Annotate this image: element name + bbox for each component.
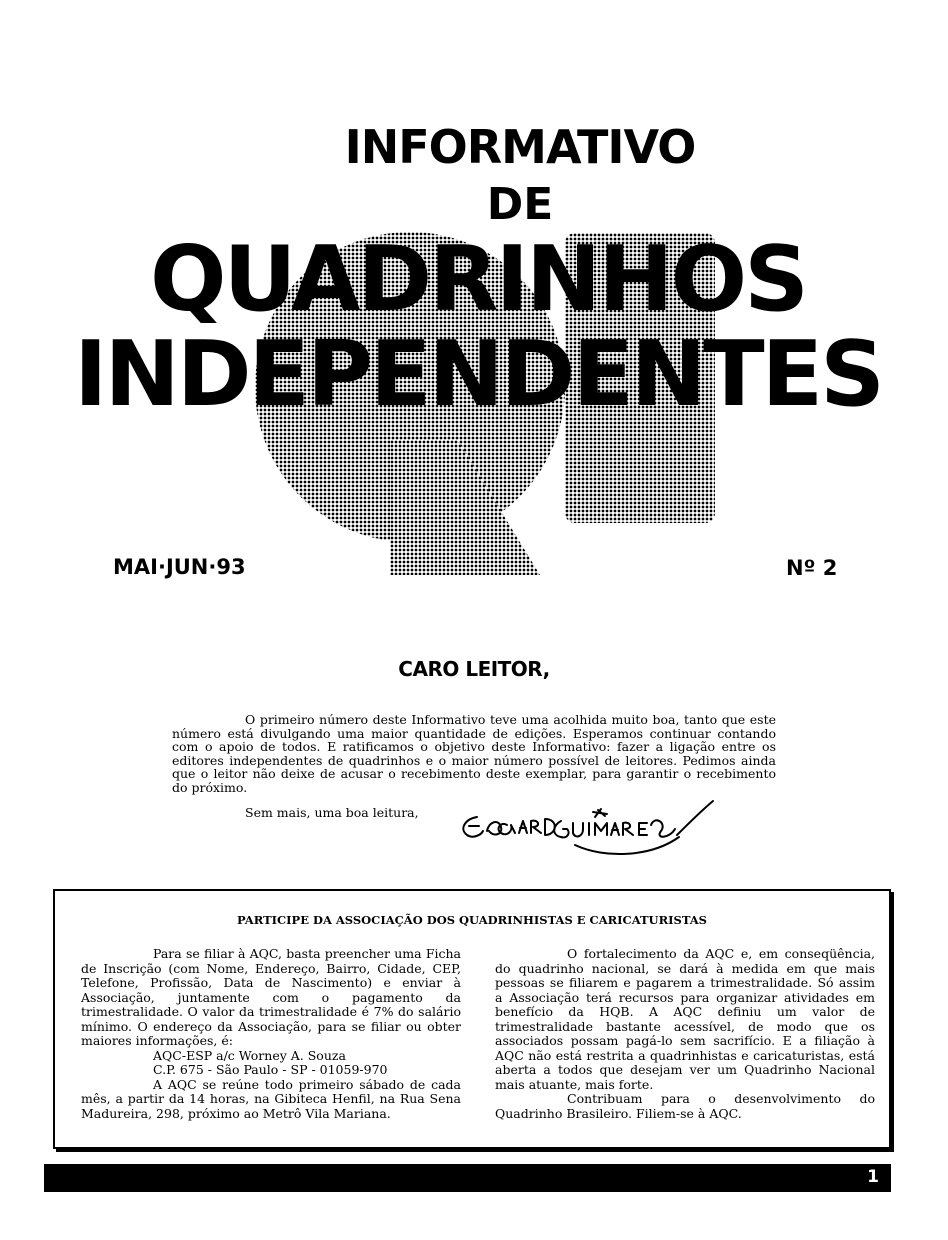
- footer-bar: [44, 1164, 891, 1192]
- association-title: PARTICIPE DA ASSOCIAÇÃO DOS QUADRINHISTAS E CARICATURISTAS: [237, 913, 707, 927]
- masthead-line-independentes: INDEPENDENTES: [74, 322, 882, 427]
- letter-body: [172, 713, 776, 795]
- letter-title: CARO LEITOR,: [398, 657, 550, 681]
- association-right-column: [495, 947, 875, 1121]
- address-line-1: AQC-ESP a/c Worney A. Souza: [153, 1047, 346, 1063]
- letter-paragraph: O primeiro número deste Informativo teve uma acolhida muito boa, tanto que este número está divulgando uma maior quantidade de edições. Esperamos continuar contando com o apoio de todos. E ratificamos o objetivo deste Informativo: fazer a ligação entre os editores independentes de quadrinhos e o maior número possível de leitores. Pedimos ainda que o leitor não deixe de acusar o recebimento deste exemplar, para garantir o recebimento do próximo.: [172, 712, 776, 795]
- masthead-line-informativo: INFORMATIVO: [344, 120, 696, 174]
- meeting-info: A AQC se reúne todo primeiro sábado de cada mês, a partir da 14 horas, na Gibiteca Henfil, na Rua Sena Madureira, 298, próximo ao Metrô Vila Mariana.: [81, 1076, 461, 1121]
- association-closing: Contribuam para o desenvolvimento do Quadrinho Brasileiro. Filiem-se à AQC.: [495, 1091, 875, 1121]
- signature-image: [455, 795, 720, 860]
- association-left-column: [81, 947, 461, 1121]
- membership-instructions: Para se filiar à AQC, basta preencher uma Ficha de Inscrição (com Nome, Endereço, Bairro, Cidade, CEP, Telefone, Profissão, Data de Nascimento) e enviar à Associação, juntamente com o pagamento da trimestralidade. O valor da trimestralidade é 7% do salário mínimo. O endereço da Associação, para se filiar ou obter maiores informações, é:: [81, 946, 461, 1048]
- issue-date: MAI·JUN·93: [113, 555, 246, 579]
- letter-signoff: Sem mais, uma boa leitura,: [245, 805, 419, 820]
- association-appeal: O fortalecimento da AQC e, em conseqüência, do quadrinho nacional, se dará à medida em que mais pessoas se filiarem e pagarem a trimestralidade. Só assim a Associação terá recursos para organizar atividades em benefício da HQB. A AQC definiu um valor de trimestralidade bastante acessível, de modo que os associados possam pagá-lo sem sacrifício. E a filiação à AQC não está restrita a quadrinhistas e caricaturistas, está aberta a todos que desejam ver um Quadrinho Nacional mais atuante, mais forte.: [495, 946, 875, 1092]
- masthead-line-de: DE: [486, 179, 554, 230]
- masthead-line-quadrinhos: QUADRINHOS: [150, 227, 806, 332]
- issue-number: Nº 2: [786, 556, 838, 580]
- page-number: 1: [867, 1167, 879, 1187]
- association-box: [53, 889, 891, 1149]
- address-line-2: C.P. 675 - São Paulo - SP - 01059-970: [153, 1062, 388, 1077]
